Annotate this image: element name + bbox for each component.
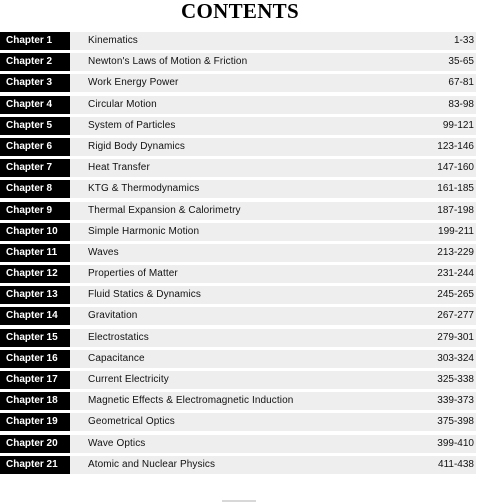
chapter-title: Capacitance: [88, 352, 145, 364]
chapter-page-range: 267-277: [437, 310, 474, 322]
chapter-page-range: 187-198: [437, 204, 474, 216]
toc-row: [0, 307, 476, 325]
toc-row: [0, 329, 476, 347]
toc-row: [0, 53, 476, 71]
chapter-title: Heat Transfer: [88, 162, 150, 174]
toc-row: [0, 96, 476, 114]
chapter-label: Chapter 21: [0, 456, 70, 474]
chapter-title: Wave Optics: [88, 437, 146, 449]
toc-row: [0, 159, 476, 177]
chapter-page-range: 213-229: [437, 246, 474, 258]
chapter-label: Chapter 13: [0, 286, 70, 304]
toc-row: [0, 32, 476, 50]
page-title: CONTENTS: [181, 0, 299, 23]
chapter-page-range: 279-301: [437, 331, 474, 343]
chapter-label: Chapter 11: [0, 244, 70, 262]
chapter-label: Chapter 9: [0, 202, 70, 220]
page-bottom-divider: [222, 500, 256, 502]
chapter-title: Rigid Body Dynamics: [88, 140, 185, 152]
chapter-title: Electrostatics: [88, 331, 149, 343]
toc-row: [0, 74, 476, 92]
chapter-title: Current Electricity: [88, 374, 169, 385]
chapter-page-range: 35-65: [448, 56, 474, 68]
chapter-page-range: 325-338: [437, 374, 474, 385]
toc-row: [0, 435, 476, 453]
toc-row: [0, 223, 476, 241]
chapter-title: Properties of Matter: [88, 268, 178, 280]
chapter-title: Geometrical Optics: [88, 416, 175, 428]
chapter-page-range: 199-211: [438, 225, 474, 237]
chapter-label: Chapter 20: [0, 435, 70, 453]
chapter-label: Chapter 10: [0, 223, 70, 241]
chapter-page-range: 411-438: [438, 458, 474, 470]
toc-row: [0, 392, 476, 410]
chapter-label: Chapter 1: [0, 32, 70, 50]
toc-row: [0, 138, 476, 156]
chapter-page-range: 339-373: [437, 395, 474, 407]
toc-row: [0, 265, 476, 283]
chapter-page-range: 161-185: [437, 183, 474, 195]
chapter-label: Chapter 19: [0, 413, 70, 431]
chapter-label: Chapter 7: [0, 159, 70, 177]
chapter-page-range: 1-33: [453, 35, 474, 46]
toc-row: [0, 286, 476, 304]
chapter-page-range: 99-121: [442, 119, 474, 131]
chapter-label: Chapter 17: [0, 371, 70, 389]
chapter-title: Atomic and Nuclear Physics: [88, 458, 216, 470]
chapter-label: Chapter 12: [0, 265, 70, 283]
chapter-page-range: 231-244: [437, 268, 474, 280]
chapter-label: Chapter 6: [0, 138, 70, 156]
chapter-title: Work Energy Power: [88, 77, 179, 89]
chapter-title: KTG & Thermodynamics: [88, 183, 200, 195]
chapter-label: Chapter 18: [0, 392, 70, 410]
toc-row: [0, 180, 476, 198]
chapter-title: Gravitation: [88, 310, 138, 322]
chapter-label: Chapter 3: [0, 74, 70, 92]
chapter-label: Chapter 4: [0, 96, 70, 114]
toc-row: [0, 244, 476, 262]
chapter-title: System of Particles: [88, 119, 176, 131]
chapter-title: Waves: [88, 246, 119, 258]
chapter-page-range: 399-410: [437, 437, 474, 449]
chapter-page-range: 67-81: [448, 77, 474, 89]
chapter-label: Chapter 15: [0, 329, 70, 347]
chapter-page-range: 147-160: [437, 162, 474, 174]
table-of-contents: [0, 32, 476, 477]
chapter-title: Thermal Expansion & Calorimetry: [88, 204, 241, 216]
chapter-label: Chapter 16: [0, 350, 70, 368]
toc-row: [0, 117, 476, 135]
toc-row: [0, 350, 476, 368]
chapter-title: Magnetic Effects & Electromagnetic Induction: [88, 395, 294, 407]
chapter-page-range: 375-398: [437, 416, 474, 428]
chapter-label: Chapter 5: [0, 117, 70, 135]
chapter-label: Chapter 14: [0, 307, 70, 325]
chapter-label: Chapter 2: [0, 53, 70, 71]
toc-row: [0, 202, 476, 220]
chapter-title: Simple Harmonic Motion: [88, 225, 200, 237]
chapter-title: Newton's Laws of Motion & Friction: [88, 56, 248, 68]
chapter-title: Kinematics: [88, 35, 138, 46]
chapter-page-range: 303-324: [437, 352, 474, 364]
chapter-page-range: 123-146: [437, 140, 474, 152]
chapter-page-range: 245-265: [437, 289, 474, 301]
chapter-page-range: 83-98: [448, 98, 474, 110]
toc-row: [0, 413, 476, 431]
chapter-title: Fluid Statics & Dynamics: [88, 289, 201, 301]
toc-row: [0, 371, 476, 389]
toc-row: [0, 456, 476, 474]
chapter-title: Circular Motion: [88, 98, 157, 110]
chapter-label: Chapter 8: [0, 180, 70, 198]
